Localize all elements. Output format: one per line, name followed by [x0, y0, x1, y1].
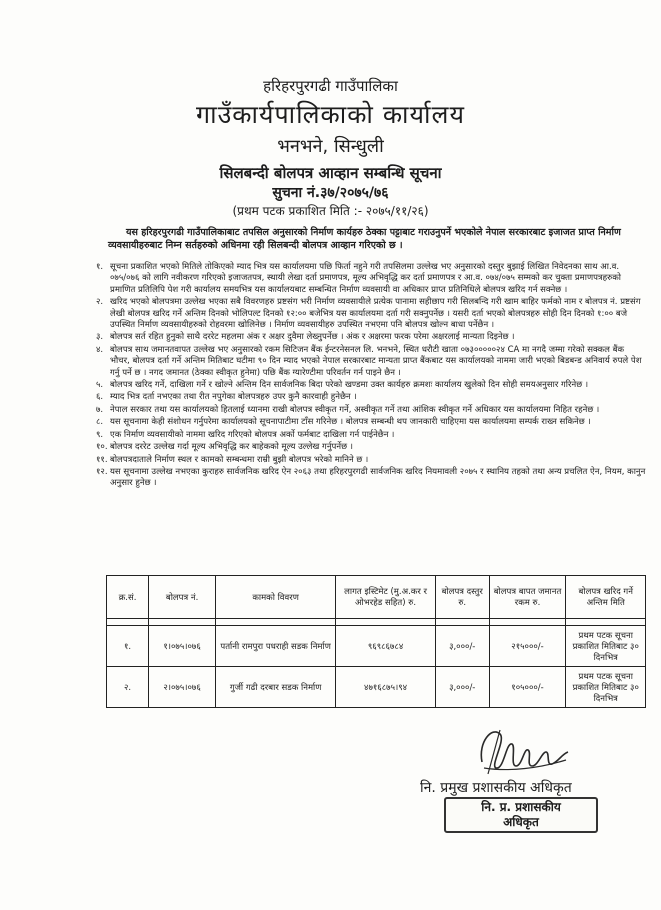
cell-deadline: प्रथम पटक सूचना प्रकाशित मितिबाट ३० दिनभित्र — [566, 667, 646, 708]
municipality-name: हरिहरपुरगढी गाउँपालिका — [263, 77, 398, 95]
condition-item: १०. बोलपत्र दररेट उल्लेख गर्दा मूल्य अभिवृद्धि कर बाहेकको मूल्य उल्लेख गर्नुपर्नेछ । — [96, 442, 353, 453]
cell-deadline: प्रथम पटक सूचना प्रकाशित मितिबाट ३० दिनभित्र — [566, 626, 646, 667]
col-header-deadline: बोलपत्र खरिद गर्ने अन्तिम मिति — [566, 576, 646, 619]
cell-security: २१५०००/- — [489, 626, 566, 667]
intro-paragraph: यस हरिहरपुरगढी गाउँपालिकाबाट तपसिल अनुसारको निर्माण कार्यहरु ठेक्का पट्टाबाट गराउनुपर्ने भएकोले नेपाल सरकारबाट इजाजत प्राप्त निर्माण व्यवसायीहरुबाट निम्न सर्तहरुको अधिनमा रही सिलबन्दी बोलपत्र आव्हान गरिएको छ । — [108, 227, 621, 251]
cell-serial: १. — [107, 626, 149, 667]
table-header-row — [107, 576, 646, 619]
cell-bid-no: २।०७५।०७६ — [149, 667, 216, 708]
condition-item: २. खरिद भएको बोलपत्रमा उल्लेख भएका सबै विवरणहरु प्रष्टसंग भरी निर्माण व्यवसायीले प्रत्येक पानामा सहीछाप गरी सिलबन्दि गरी खाम बाहिर फर्मको नाम र बोलपत्र नं. प्रष्टसंग लेखी बोलपत्र खरिद गर्ने अन्तिम दिनको भोलिपल्ट दिनको १२:०० बजेभित्र यस कार्यालयमा दर्ता गरी सक्नुपर्नेछ । यसरी दर्ता भएको बोलपत्रहरु सोही दिन दिनको १:०० बजे उपस्थित निर्माण व्यवसायीहरुको रोहवरमा खोलिनेछ । निर्माण व्यवसायीहरु उपस्थित नभएमा पनि बोलपत्र खोल्न बाधा पर्नेछैन । — [96, 297, 641, 331]
official-stamp — [444, 797, 598, 833]
col-header-fee: बोलपत्र दस्तुर रु. — [435, 576, 489, 619]
table-row — [107, 667, 646, 708]
cell-fee: ३,०००/- — [435, 626, 489, 667]
first-publication-date: (प्रथम पटक प्रकाशित मिति :- २०७५/११/२६) — [232, 204, 429, 218]
cell-estimate: ४७१६८७५।९४ — [336, 667, 436, 708]
handwritten-signature — [470, 722, 580, 780]
stamp-line-1: नि. प्र. प्रशासकीय — [481, 800, 561, 814]
col-header-serial: क्र.सं. — [107, 576, 149, 619]
col-header-security: बोलपत्र बापत जमानत रकम रु. — [489, 576, 566, 619]
cell-bid-no: १।०७५।०७६ — [149, 626, 216, 667]
condition-item: ९. एक निर्माण व्यवसायीको नाममा खरिद गरिएको बोलपत्र अर्को फर्मबाट दाखिला गर्न पाईनेछैन । — [96, 429, 395, 440]
condition-item: १. सूचना प्रकाशित भएको मितिले तोकिएको म्याद भित्र यस कार्यालयमा पछि फिर्ता नहुने गरी तपसिलमा उल्लेख भए अनुसारको दस्तुर बुझाई लिखित निवेदनका साथ आ.व. ०७५/०७६ को लागि नवीकरण गरिएको इजाजतपत्र, स्थायी लेखा दर्ता प्रमाणपत्र, मूल्य अभिवृद्धि कर दर्ता प्रमाणपत्र र आ.व. ०७४/०७५ सम्मको कर चुक्ता प्रमाणपत्रहरुको प्रमाणित प्रतिलिपि पेश गरी कार्यालय समयभित्र यस कार्यालयबाट सम्बन्धित निर्माण व्यवसायी वा अधिकार प्राप्त प्रतिनिधिले बोलपत्र खरिद गर्न सक्नेछ । — [96, 262, 621, 295]
conditions-list — [96, 262, 646, 491]
condition-item: ५. बोलपत्र खरिद गर्ने, दाखिला गर्ने र खोल्ने अन्तिम दिन सार्वजनिक बिदा परेको खण्डमा उक्त कार्यहरु क्रमशः कार्यालय खुलेको दिन सोही समयअनुसार गरिनेछ । — [96, 380, 589, 391]
condition-item: ७. नेपाल सरकार तथा यस कार्यालयको हितलाई ध्यानमा राखी बोलपत्र स्वीकृत गर्ने, अस्वीकृत गर्ने तथा आंशिक स्वीकृत गर्ने अधिकार यस कार्यालयमा निहित रहनेछ । — [96, 404, 600, 415]
condition-item: ६. म्याद भित्र दर्ता नभएका तथा रीत नपुगेका बोलपत्रहरु उपर कुनै कारवाही हुनेछैन । — [96, 392, 357, 403]
col-header-bid-no: बोलपत्र नं. — [149, 576, 216, 619]
notice-title: सिलबन्दी बोलपत्र आव्हान सम्बन्धि सूचना — [219, 164, 442, 182]
cell-estimate: ९६९८६७८४ — [336, 626, 436, 667]
condition-item: ३. बोलपत्र सर्त रहित हुनुको साथै दररेट महलमा अंक र अक्षर दुवैमा लेख्नुपर्नेछ । अंक र अक्षरमा फरक परेमा अक्षरलाई मान्यता दिइनेछ । — [96, 332, 515, 343]
condition-item: ८. यस सूचनामा केही संशोधन गर्नुपरेमा कार्यालयको सूचनापाटीमा टाँस गरिनेछ । बोलपत्र सम्बन्धी थप जानकारी चाहिएमा यस कार्यालयमा सम्पर्क राख्न सकिनेछ । — [96, 417, 591, 428]
condition-item: ११. बोलपत्रदाताले निर्माण स्थल र कामको सम्बन्धमा राम्री बुझी बोलपत्र भरेको मानिने छ । — [96, 454, 369, 465]
signatory-title: नि. प्रमुख प्रशासकीय अधिकृत — [420, 780, 572, 796]
cell-work: पर्तानी रामपुरा पधराही सडक निर्माण — [216, 626, 336, 667]
cell-fee: ३,०००/- — [435, 667, 489, 708]
bid-details-table — [106, 575, 646, 708]
table-spacer-row — [107, 619, 646, 626]
office-location: भनभने, सिन्धुली — [277, 136, 384, 157]
table-row — [107, 626, 646, 667]
condition-item: १२. यस सूचनामा उल्लेख नभएका कुराहरु सार्वजनिक खरिद ऐन २०६३ तथा हरिहरपुरगढी सार्वजनिक खरिद नियमावली २०७५ र स्थानिय तहको तथा अन्य प्रचलित ऐन, नियम, कानुन अनुसार हुनेछ । — [96, 466, 646, 489]
col-header-work: कामको विवरण — [216, 576, 336, 619]
notice-number: सुचना नं.३७/२०७५/७६ — [272, 185, 389, 201]
cell-security: १०५०००/- — [489, 667, 566, 708]
office-name: गाउँकार्यपालिकाको कार्यालय — [196, 100, 465, 129]
cell-serial: २. — [107, 667, 149, 708]
col-header-estimate: लागत इस्टिमेट (मु.अ.कर र ओभरहेड सहित) रु. — [336, 576, 436, 619]
condition-item: ४. बोलपत्र साथ जमानतवापत उल्लेख भए अनुसारको रकम सिटिजन बैंक ईन्टरनेसनल लि. भनभने, स्थित धरौटी खाता ०७३०००००२४ CA मा नगदै जम्मा गरेको सक्कल बैंक भौचर, बोलपत्र दर्ता गर्ने अन्तिम मितिबाट घटीमा ९० दिन म्याद भएको नेपाल सरकारबाट मान्यता प्राप्त बैंकबाट यस कार्यालयको नाममा जारी भएको बिडबन्ड अनिवार्य रुपले पेश गर्नु पर्ने छ । नगद जमानत (ठेक्का स्वीकृत हुनेमा) पछि बैंक ग्यारेण्टीमा परिवर्तन गर्न पाइने छैन । — [96, 344, 642, 378]
stamp-line-2: अधिकृत — [503, 815, 539, 829]
cell-work: गुर्जी गढी दरबार सडक निर्माण — [216, 667, 336, 708]
